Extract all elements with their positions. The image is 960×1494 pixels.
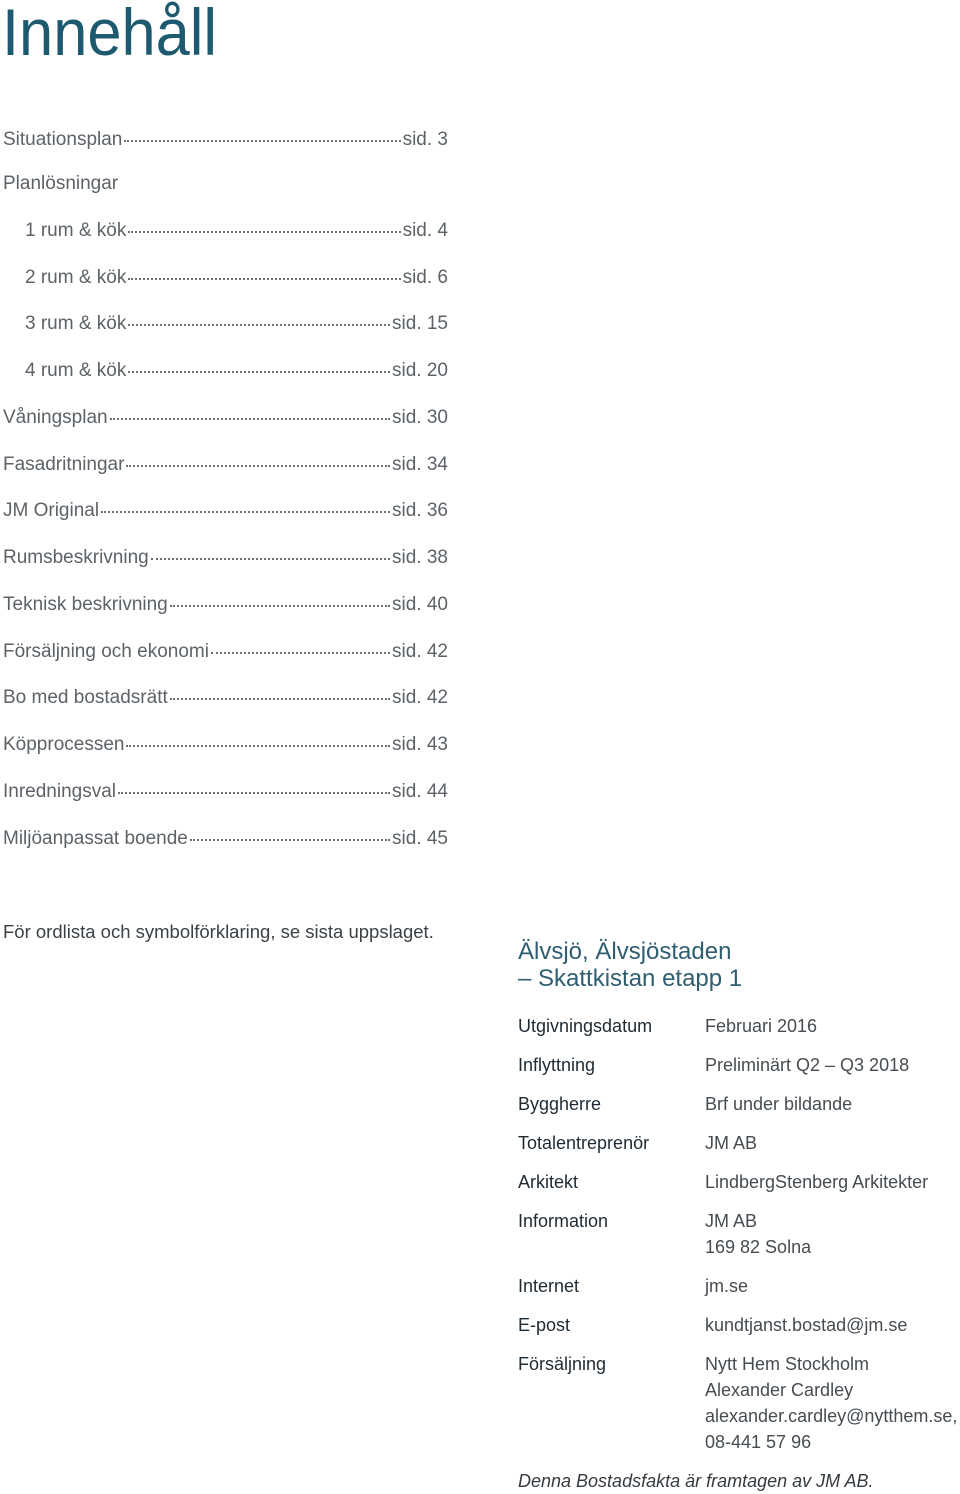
- toc-row-miljoanpassat-boende[interactable]: [3, 827, 448, 851]
- info-value-line: JM AB: [705, 1211, 758, 1231]
- toc-row-kopprocessen[interactable]: [3, 733, 448, 757]
- toc-page: sid. 15: [392, 313, 448, 334]
- info-label-totalentreprenor: Totalentreprenör: [518, 1133, 650, 1153]
- toc-page: sid. 3: [402, 129, 448, 150]
- toc-label: Rumsbeskrivning: [3, 547, 149, 568]
- info-value-line: Alexander Cardley: [705, 1380, 854, 1400]
- toc-leader-dots: [128, 324, 390, 326]
- toc-leader-dots: [170, 605, 390, 607]
- info-value-totalentreprenor: JM AB: [705, 1133, 758, 1153]
- info-label-utgivningsdatum: Utgivningsdatum: [518, 1016, 653, 1036]
- info-label-epost: E-post: [518, 1315, 571, 1335]
- toc-leader-dots: [211, 652, 390, 654]
- toc-page: sid. 40: [392, 594, 448, 615]
- toc-leader-dots: [170, 698, 390, 700]
- toc-leader-dots: [110, 418, 390, 420]
- toc-row-rumsbeskrivning[interactable]: [3, 546, 448, 570]
- toc-page: sid. 45: [392, 828, 448, 849]
- toc-label: Fasadritningar: [3, 454, 125, 475]
- toc-row-situationsplan[interactable]: [3, 128, 448, 152]
- toc-row-1-rum[interactable]: [25, 219, 448, 243]
- toc-label: Miljöanpassat boende: [3, 828, 188, 849]
- toc-page: sid. 20: [392, 360, 448, 381]
- toc-label: Situationsplan: [3, 129, 123, 150]
- toc-leader-dots: [128, 231, 400, 233]
- toc-leader-dots: [151, 558, 390, 560]
- toc-label: Teknisk beskrivning: [3, 594, 168, 615]
- toc-page: sid. 42: [392, 641, 448, 662]
- info-value-byggherre: Brf under bildande: [705, 1094, 853, 1114]
- info-value-forsaljning: [705, 1351, 957, 1455]
- info-value-information: [705, 1208, 811, 1260]
- toc-page: sid. 34: [392, 454, 448, 475]
- toc-label: 4 rum & kök: [25, 360, 127, 381]
- toc-page: sid. 36: [392, 500, 448, 521]
- toc-row-4-rum[interactable]: [25, 359, 448, 383]
- project-title-line2: – Skattkistan etapp 1: [518, 965, 743, 992]
- toc-label: JM Original: [3, 500, 100, 521]
- info-label-arkitekt: Arkitekt: [518, 1172, 579, 1192]
- toc-page: sid. 44: [392, 781, 448, 802]
- toc-label: Våningsplan: [3, 407, 108, 428]
- toc-label: 1 rum & kök: [25, 220, 127, 241]
- info-label-information: Information: [518, 1211, 609, 1231]
- toc-row-fasadritningar[interactable]: [3, 453, 448, 477]
- toc-page: sid. 42: [392, 687, 448, 708]
- info-label-byggherre: Byggherre: [518, 1094, 602, 1114]
- toc-row-bo-med-bostadsratt[interactable]: [3, 686, 448, 710]
- glossary-note: För ordlista och symbolförklaring, se sista uppslaget.: [3, 921, 434, 942]
- info-value-phone: 08-441 57 96: [705, 1432, 812, 1452]
- toc-row-3-rum[interactable]: [25, 312, 448, 336]
- info-value-internet[interactable]: jm.se: [705, 1276, 749, 1296]
- toc-leader-dots: [128, 371, 390, 373]
- toc-page: sid. 38: [392, 547, 448, 568]
- toc-label: Köpprocessen: [3, 734, 125, 755]
- info-value-epost[interactable]: kundtjanst.bostad@jm.se: [705, 1315, 908, 1335]
- toc-page: sid. 4: [402, 220, 448, 241]
- toc-page: sid. 30: [392, 407, 448, 428]
- info-value-inflyttning: Preliminärt Q2 – Q3 2018: [705, 1055, 910, 1075]
- info-value-utgivningsdatum: Februari 2016: [705, 1016, 818, 1036]
- toc-leader-dots: [124, 140, 400, 142]
- project-title: [518, 938, 742, 992]
- toc-page: sid. 6: [402, 267, 448, 288]
- page-title: Innehåll: [2, 0, 218, 69]
- toc-row-teknisk-beskrivning[interactable]: [3, 593, 448, 617]
- toc-leader-dots: [101, 511, 390, 513]
- toc-row-forsaljning-ekonomi[interactable]: [3, 640, 448, 664]
- info-value-line: Nytt Hem Stockholm: [705, 1354, 870, 1374]
- toc-row-vaningsplan[interactable]: [3, 406, 448, 430]
- toc-row-inredningsval[interactable]: [3, 780, 448, 804]
- toc-leader-dots: [126, 465, 390, 467]
- info-label-forsaljning: Försäljning: [518, 1354, 607, 1374]
- info-label-inflyttning: Inflyttning: [518, 1055, 596, 1075]
- toc-label: Inredningsval: [3, 781, 117, 802]
- toc-page: sid. 43: [392, 734, 448, 755]
- toc-heading-planlosningar: Planlösningar: [3, 173, 119, 194]
- toc-leader-dots: [118, 792, 390, 794]
- info-value-arkitekt: LindbergStenberg Arkitekter: [705, 1172, 929, 1192]
- toc-row-jm-original[interactable]: [3, 499, 448, 523]
- info-value-line: 169 82 Solna: [705, 1237, 812, 1257]
- toc-label: 2 rum & kök: [25, 267, 127, 288]
- toc-leader-dots: [190, 839, 390, 841]
- project-title-line1: Älvsjö, Älvsjöstaden: [518, 938, 732, 965]
- info-value-email[interactable]: alexander.cardley@nytthem.se,: [705, 1406, 958, 1426]
- toc-label: Försäljning och ekonomi: [3, 641, 209, 662]
- toc-leader-dots: [128, 278, 400, 280]
- info-label-internet: Internet: [518, 1276, 580, 1296]
- toc-label: 3 rum & kök: [25, 313, 127, 334]
- footer-note: Denna Bostadsfakta är framtagen av JM AB.: [518, 1471, 874, 1491]
- toc-row-2-rum[interactable]: [25, 266, 448, 290]
- toc-leader-dots: [126, 745, 390, 747]
- toc-label: Bo med bostadsrätt: [3, 687, 168, 708]
